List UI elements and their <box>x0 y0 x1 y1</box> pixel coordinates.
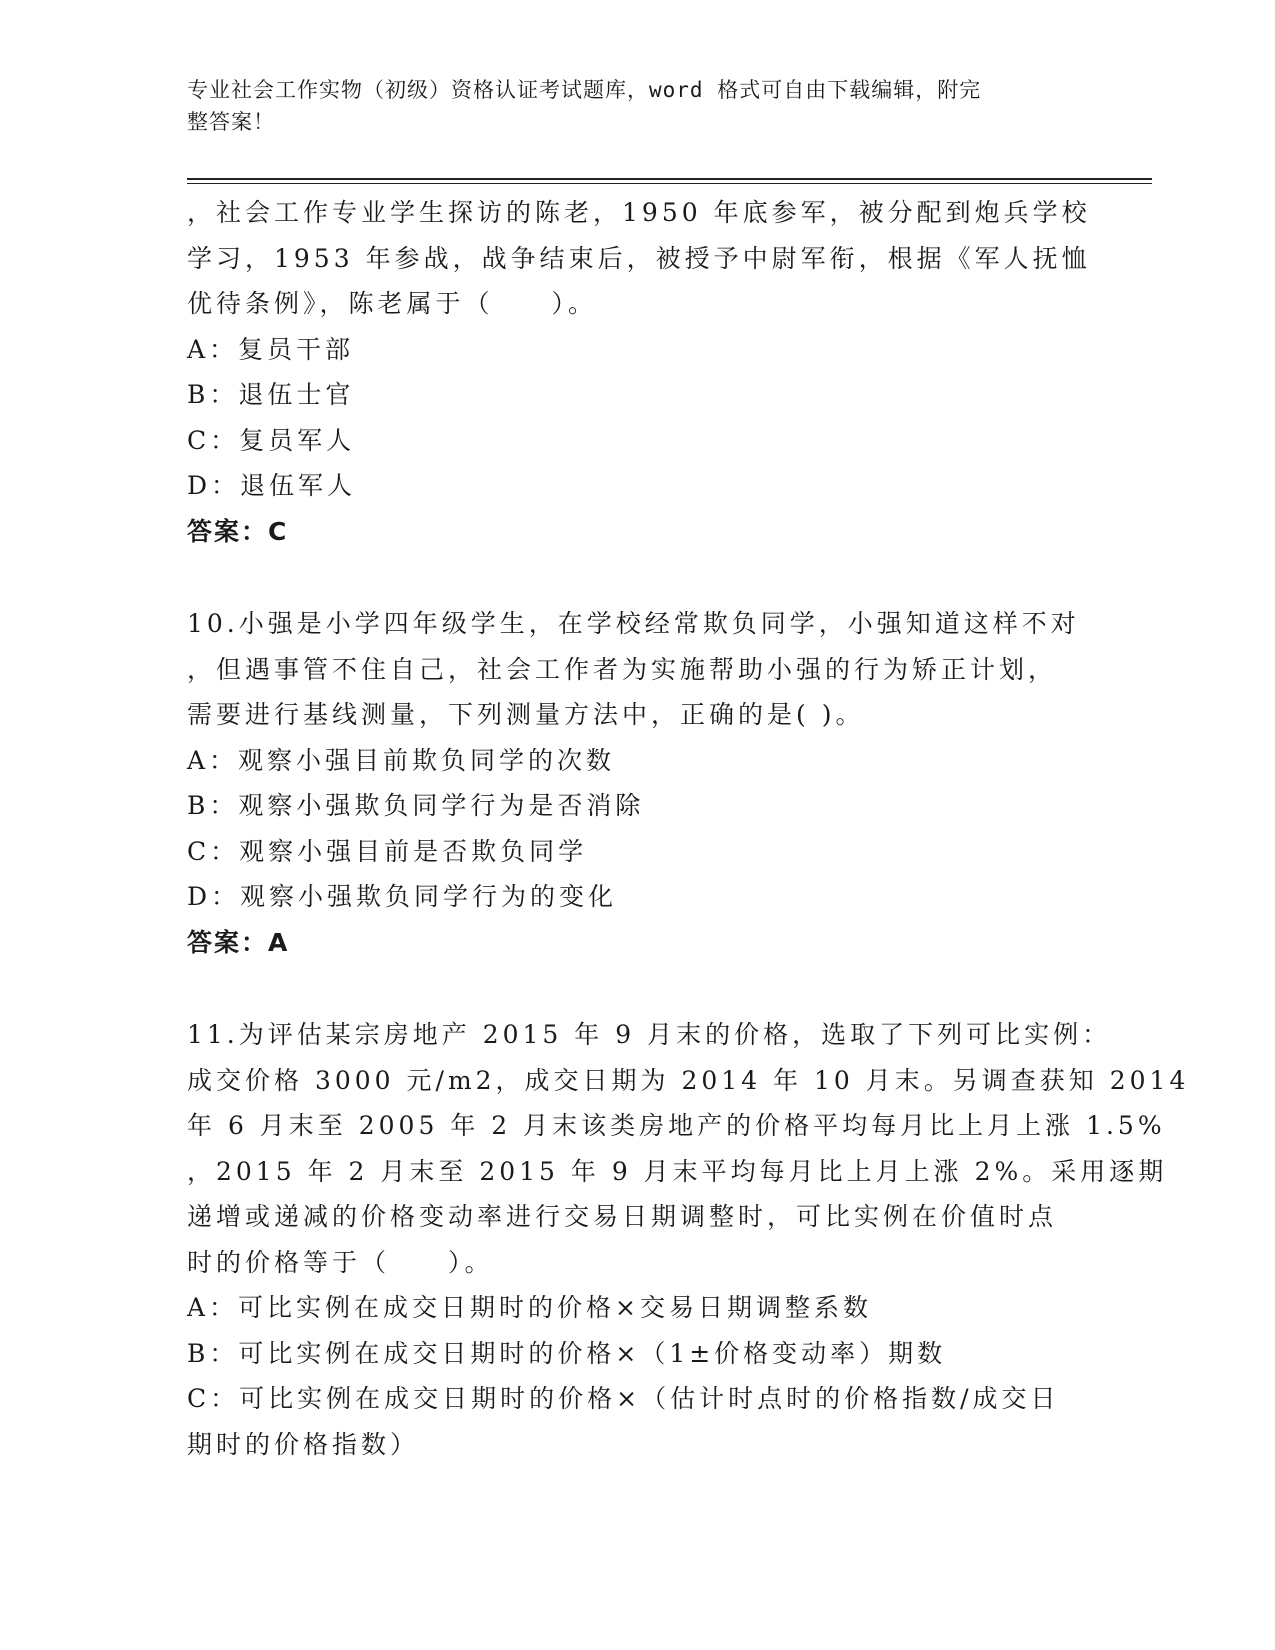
question-block <box>187 601 1087 965</box>
question-stem-line: 时的价格等于（ ）。 <box>187 1247 494 1277</box>
option-b: B：可比实例在成交日期时的价格×（1±价格变动率）期数 <box>187 1338 947 1368</box>
option-d: D：观察小强欺负同学行为的变化 <box>187 882 618 911</box>
option-a: A：可比实例在成交日期时的价格×交易日期调整系数 <box>187 1293 873 1322</box>
question-stem-line: ，但遇事管不住自己，社会工作者为实施帮助小强的行为矫正计划， <box>187 654 1058 684</box>
question-stem-line: 学习，1953 年参战，战争结束后，被授予中尉军衔，根据《军人抚恤 <box>187 243 1091 273</box>
option-c: C：复员军人 <box>187 425 356 455</box>
spacer <box>187 965 1087 1012</box>
question-list <box>187 190 1190 1467</box>
question-stem-line: 年 6 月末至 2005 年 2 月末该类房地产的价格平均每月比上月上涨 1.5% <box>187 1111 1166 1140</box>
option-c-continued: 期时的价格指数） <box>187 1429 420 1459</box>
header-divider-thick <box>187 178 1152 180</box>
option-d: D：退伍军人 <box>187 471 357 500</box>
answer-label: 答案：C <box>187 516 289 546</box>
option-a: A：观察小强目前欺负同学的次数 <box>187 745 616 775</box>
header-line-1: 专业社会工作实物（初级）资格认证考试题库，word 格式可自由下载编辑，附完 <box>187 78 982 102</box>
spacer <box>187 554 1087 601</box>
question-stem-line: 递增或递减的价格变动率进行交易日期调整时，可比实例在价值时点 <box>187 1202 1058 1231</box>
question-stem-line: 11.为评估某宗房地产 2015 年 9 月末的价格，选取了下列可比实例： <box>187 1020 1112 1049</box>
header-line-2: 整答案！ <box>187 110 275 134</box>
question-stem-line: 成交价格 3000 元/m2，成交日期为 2014 年 10 月末。另调查获知 2014 <box>187 1065 1190 1095</box>
option-c: C：观察小强目前是否欺负同学 <box>187 836 588 866</box>
option-a: A：复员干部 <box>187 334 355 364</box>
answer-label: 答案：A <box>187 927 290 957</box>
question-block <box>187 1012 1190 1467</box>
question-stem-line: ，2015 年 2 月末至 2015 年 9 月末平均每月比上月上涨 2%。采用逐期 <box>187 1156 1168 1186</box>
question-stem-line: ，社会工作专业学生探访的陈老，1950 年底参军，被分配到炮兵学校 <box>187 198 1091 227</box>
option-c: C：可比实例在成交日期时的价格×（估计时点时的价格指数/成交日 <box>187 1384 1060 1413</box>
page-header <box>187 74 1087 138</box>
option-b: B：退伍士官 <box>187 380 355 409</box>
header-divider-thin <box>187 183 1152 184</box>
question-stem-line: 10.小强是小学四年级学生，在学校经常欺负同学，小强知道这样不对 <box>187 609 1080 638</box>
question-stem-line: 优待条例》，陈老属于（ ）。 <box>187 289 598 318</box>
question-block <box>187 190 1091 554</box>
option-b: B：观察小强欺负同学行为是否消除 <box>187 791 645 820</box>
question-stem-line: 需要进行基线测量，下列测量方法中，正确的是( )。 <box>187 700 865 729</box>
